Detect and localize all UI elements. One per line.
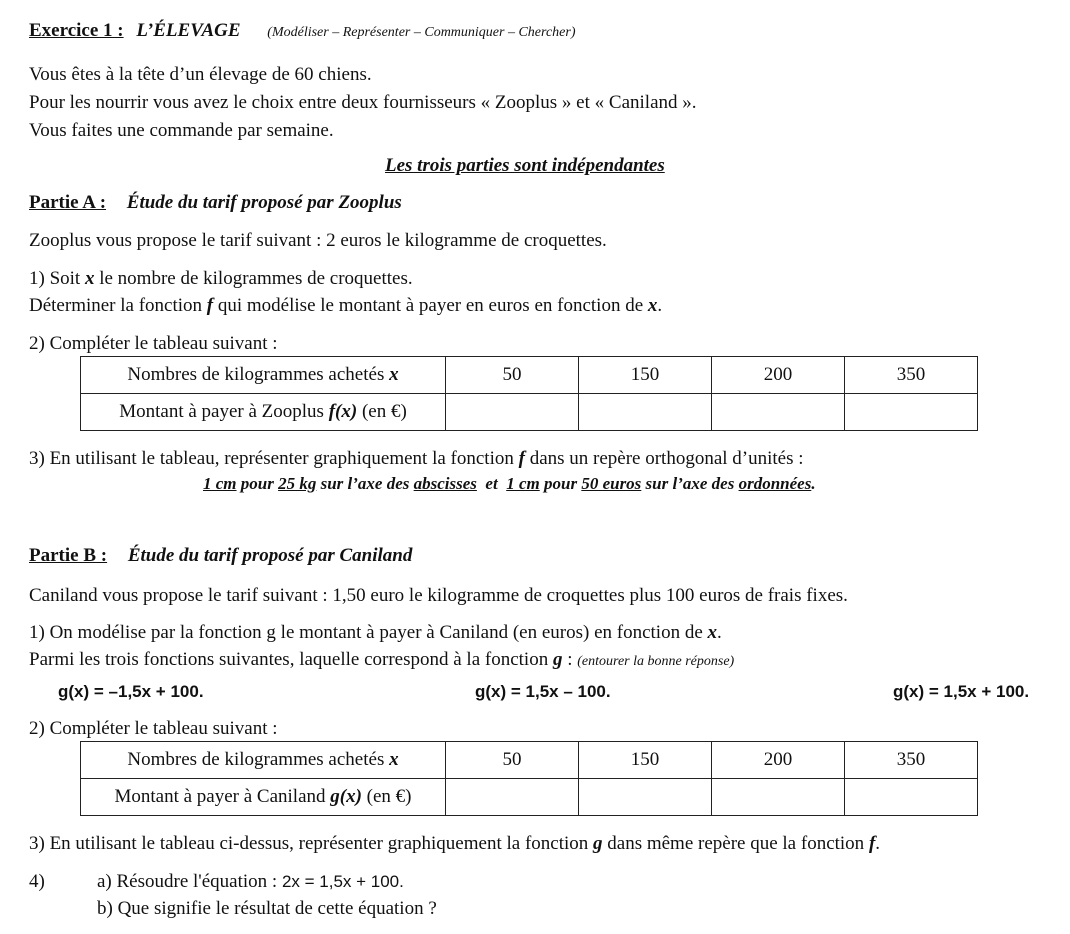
- table-cell: 150: [579, 742, 712, 779]
- table-header-cell: Montant à payer à Caniland g(x) (en €): [81, 779, 446, 816]
- part-b-label: Partie B :: [29, 545, 108, 566]
- part-b-tariff: Caniland vous propose le tarif suivant : 1,50 euro le kilogramme de croquettes plus 100 euros de frais fixes.: [29, 585, 848, 606]
- caniland-table: [80, 741, 978, 816]
- table-header-cell: Nombres de kilogrammes achetés x: [81, 357, 446, 394]
- answer-cell[interactable]: [712, 779, 845, 816]
- intro-line-2: Pour les nourrir vous avez le choix entre deux fournisseurs « Zooplus » et « Caniland ».: [29, 92, 697, 113]
- part-a-q1-text-b: le nombre de kilogrammes de croquettes.: [94, 268, 413, 289]
- table-row: [81, 742, 978, 779]
- table-header-cell: Montant à payer à Zooplus f(x) (en €): [81, 394, 446, 431]
- answer-cell[interactable]: [446, 394, 579, 431]
- independent-note: Les trois parties sont indépendantes: [385, 155, 665, 176]
- func-f: f: [206, 295, 214, 316]
- exercise-title: L’ÉLEVAGE: [136, 20, 241, 41]
- answer-cell[interactable]: [446, 779, 579, 816]
- part-b-q2: 2) Compléter le tableau suivant :: [29, 718, 278, 739]
- part-b-title: Étude du tarif proposé par Caniland: [127, 545, 413, 566]
- part-b-q4b: b) Que signifie le résultat de cette équation ?: [97, 898, 437, 919]
- var-x: x: [84, 268, 95, 289]
- answer-cell[interactable]: [845, 779, 978, 816]
- choice-3[interactable]: g(x) = 1,5x + 100.: [893, 682, 1030, 701]
- part-a-q1-text-c: Déterminer la fonction: [29, 295, 207, 316]
- table-cell: 350: [845, 357, 978, 394]
- part-a-q2: 2) Compléter le tableau suivant :: [29, 333, 278, 354]
- part-a-q1-text-d: qui modélise le montant à payer en euros en fonction de: [213, 295, 648, 316]
- answer-cell[interactable]: [845, 394, 978, 431]
- part-a-label: Partie A :: [29, 192, 107, 213]
- part-a-q1-end: .: [657, 295, 663, 316]
- table-row: [81, 394, 978, 431]
- answer-cell[interactable]: [712, 394, 845, 431]
- func-f: f: [868, 833, 876, 854]
- skills-list: (Modéliser – Représenter – Communiquer – Chercher): [267, 25, 576, 40]
- var-x: x: [647, 295, 658, 316]
- circle-hint: (entourer la bonne réponse): [577, 654, 735, 669]
- var-x: x: [707, 622, 717, 643]
- table-cell: 200: [712, 357, 845, 394]
- exercise-number: Exercice 1 :: [29, 20, 124, 41]
- func-g: g: [593, 833, 603, 854]
- part-a-q1-text-a: 1) Soit: [29, 268, 85, 289]
- table-header-cell: Nombres de kilogrammes achetés x: [81, 742, 446, 779]
- part-b-q4-number: 4): [29, 871, 45, 892]
- table-cell: 350: [845, 742, 978, 779]
- part-b-heading: [29, 545, 412, 567]
- part-b-q4a: a) Résoudre l'équation : 2x = 1,5x + 100.: [97, 871, 404, 892]
- part-a-q3: 3) En utilisant le tableau, représenter graphiquement la fonction f dans un repère orthogonal d’unités :: [29, 448, 804, 469]
- part-b-q1-line1: 1) On modélise par la fonction g le montant à payer à Caniland (en euros) en fonction de x.: [29, 622, 722, 643]
- table-row: [81, 779, 978, 816]
- table-row: [81, 357, 978, 394]
- answer-cell[interactable]: [579, 394, 712, 431]
- part-a-units: 1 cm pour 25 kg sur l’axe des abscisses et 1 cm pour 50 euros sur l’axe des ordonnées.: [203, 474, 816, 493]
- part-b-q1-line2: Parmi les trois fonctions suivantes, laquelle correspond à la fonction g : (entourer la bonne réponse): [29, 649, 735, 670]
- zooplus-table: [80, 356, 978, 431]
- part-a-q1-line1: [29, 268, 413, 290]
- equation: 2x = 1,5x + 100.: [281, 872, 404, 891]
- exercise-header: [29, 20, 575, 42]
- part-a-tariff: Zooplus vous propose le tarif suivant : 2 euros le kilogramme de croquettes.: [29, 230, 607, 251]
- table-cell: 50: [446, 742, 579, 779]
- choice-2[interactable]: g(x) = 1,5x – 100.: [475, 682, 611, 701]
- part-a-q1-line2: [29, 295, 662, 317]
- choice-1[interactable]: g(x) = –1,5x + 100.: [58, 682, 204, 701]
- func-g: g: [552, 649, 563, 670]
- func-f: f: [518, 448, 525, 469]
- table-cell: 200: [712, 742, 845, 779]
- table-cell: 150: [579, 357, 712, 394]
- intro-line-3: Vous faites une commande par semaine.: [29, 120, 334, 141]
- part-a-heading: [29, 192, 402, 214]
- part-b-q3: 3) En utilisant le tableau ci-dessus, représenter graphiquement la fonction g dans même repère que la fonction f.: [29, 833, 881, 854]
- table-cell: 50: [446, 357, 579, 394]
- part-a-title: Étude du tarif proposé par Zooplus: [126, 192, 402, 213]
- answer-cell[interactable]: [579, 779, 712, 816]
- intro-line-1: Vous êtes à la tête d’un élevage de 60 chiens.: [29, 64, 372, 85]
